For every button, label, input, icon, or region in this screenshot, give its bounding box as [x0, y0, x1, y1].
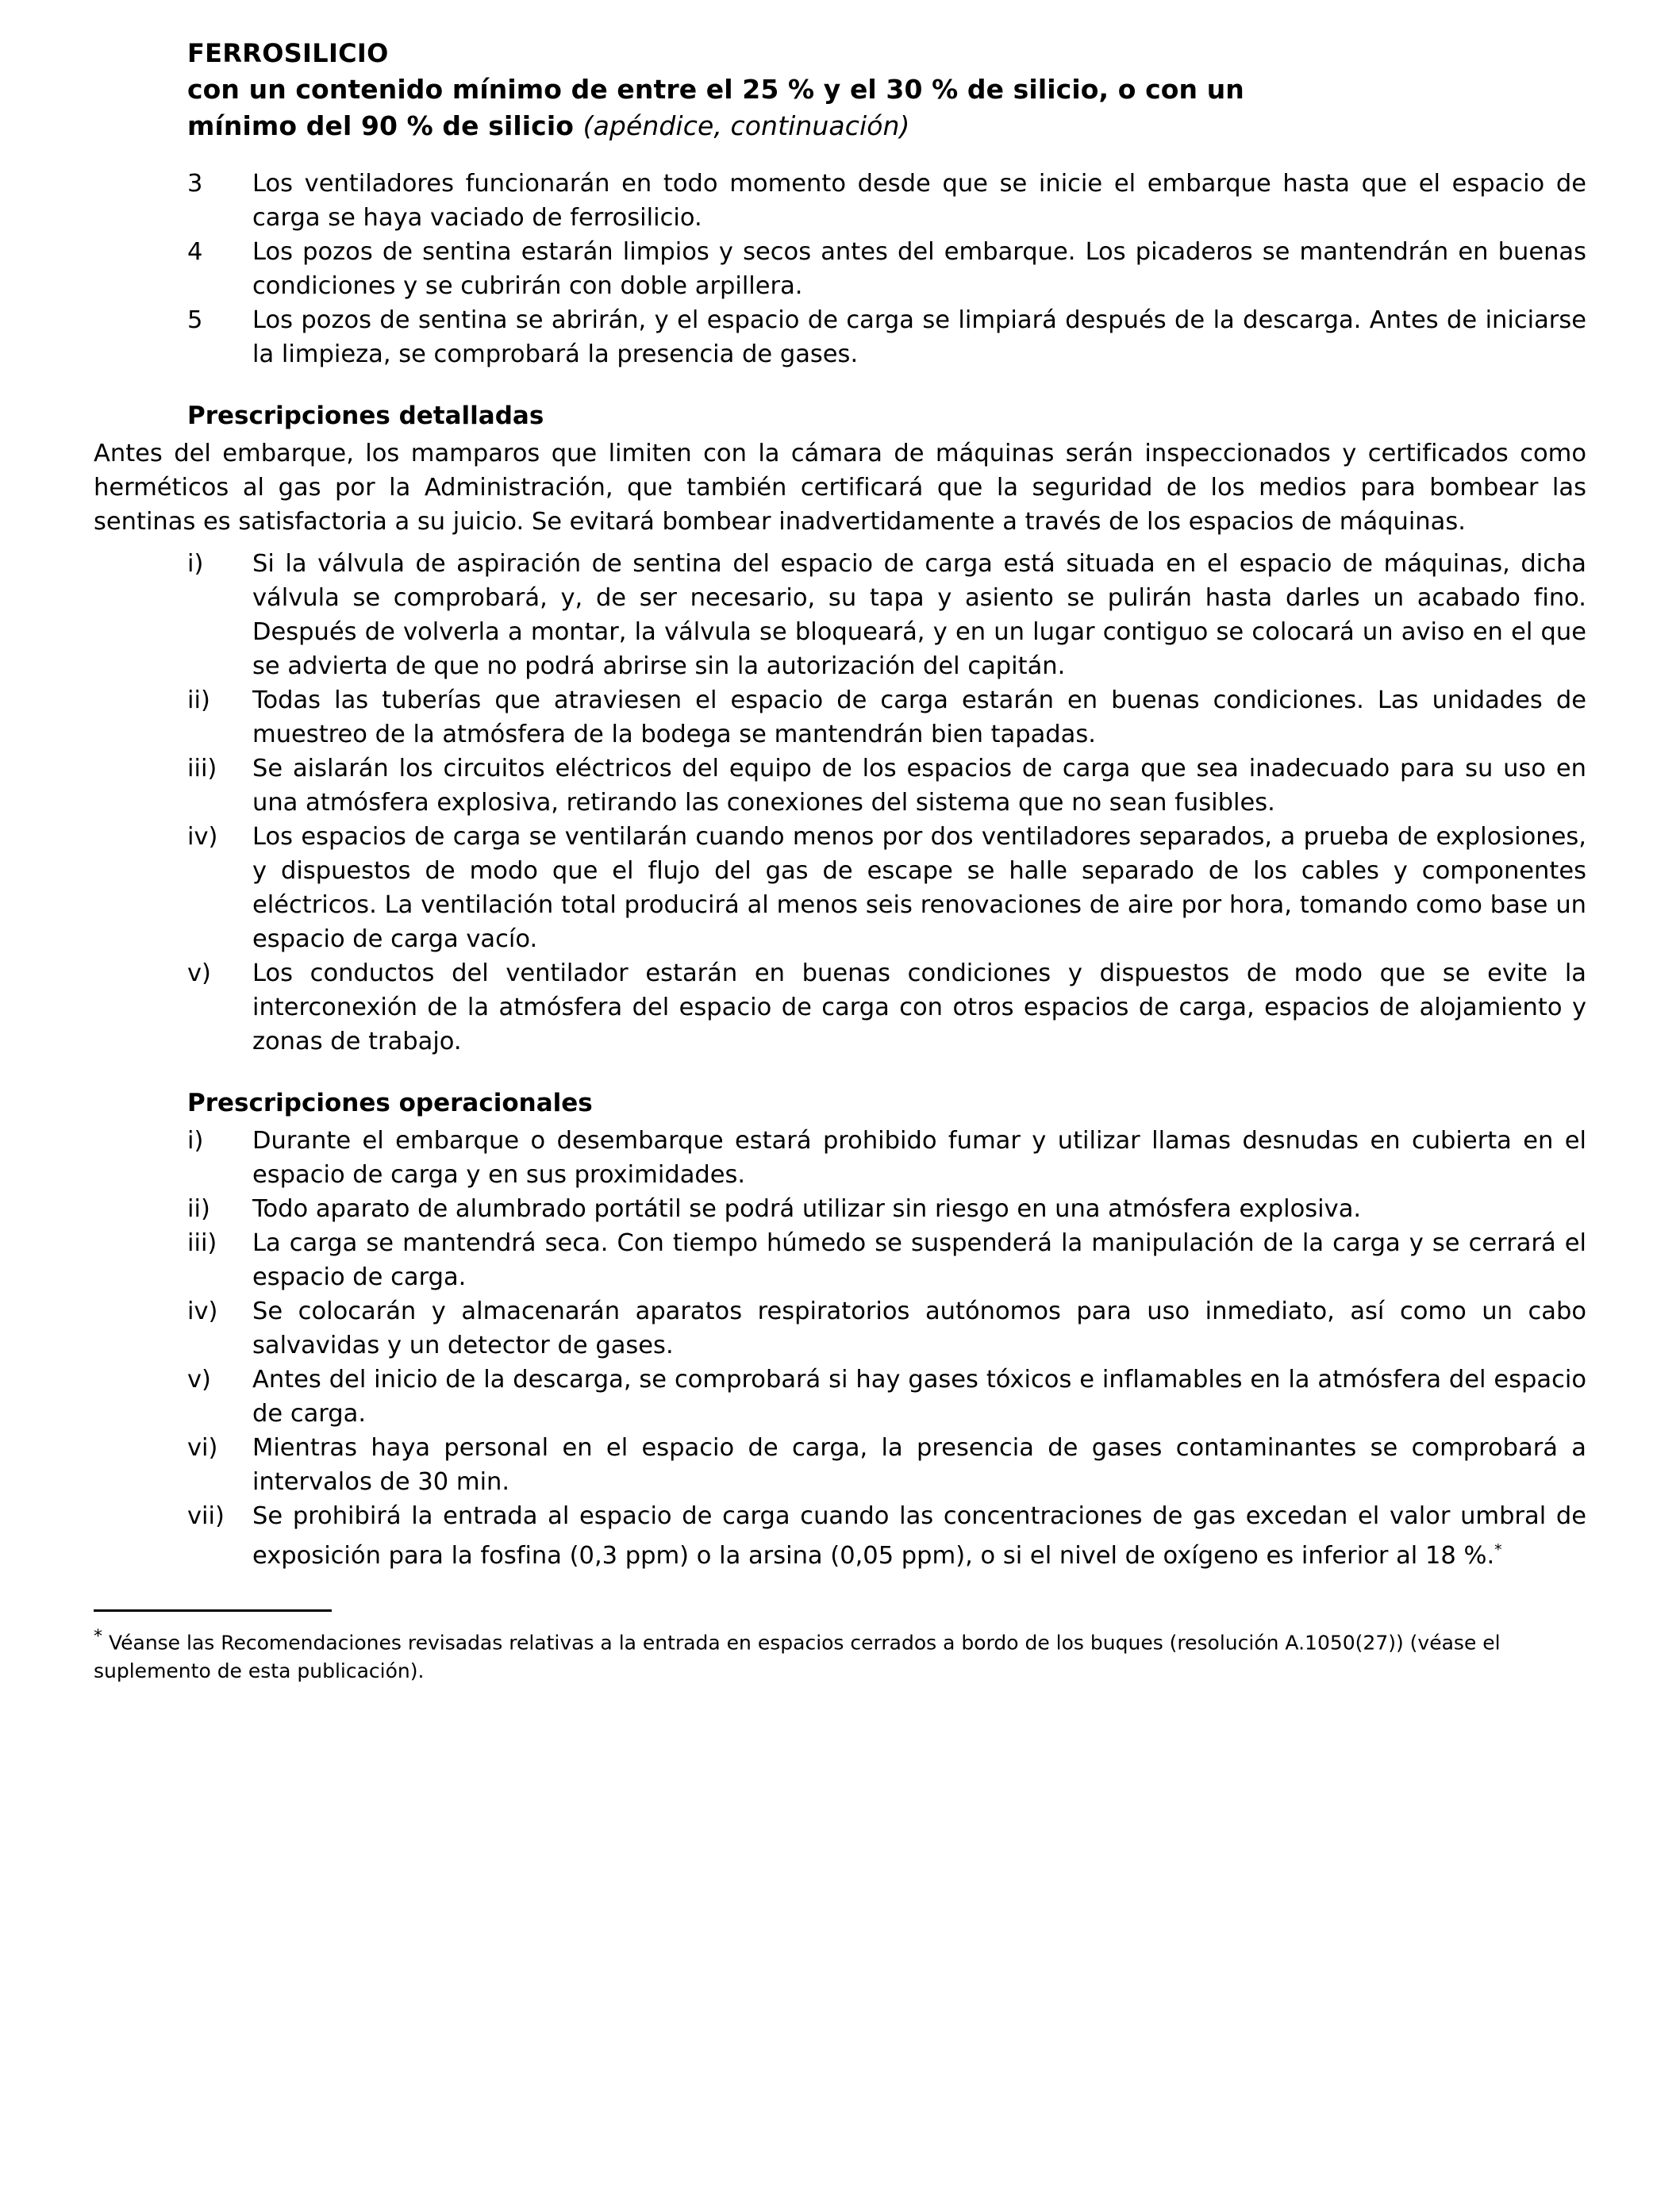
list-item-marker: i) [187, 550, 204, 578]
list-item [94, 1192, 1586, 1226]
list-item-marker: v) [187, 959, 211, 987]
title-line-2: con un contenido mínimo de entre el 25 % y el 30 % de silicio, o con un [187, 74, 1244, 105]
list-item [94, 1294, 1586, 1363]
list-item-marker: 5 [187, 306, 203, 334]
section-detailed-intro: Antes del embarque, los mamparos que limiten con la cámara de máquinas serán inspeccionados y certificados como herméticos al gas por la Administración, que también certificará que la seguridad de los medios para bombear las sentinas es satisfactoria a su juicio. Se evitará bombear inadvertidamente a través de los espacios de máquinas. [94, 440, 1586, 536]
list-item-marker: v) [187, 1366, 211, 1394]
list-item [94, 547, 1586, 683]
list-item-text: Los espacios de carga se ventilarán cuando menos por dos ventiladores separados, a prueba de explosiones, y dispuestos de modo que el flujo del gas de escape se halle separado de los cables y componentes eléctricos. La ventilación total producirá al menos seis renovaciones de aire por hora, tomando como base un espacio de carga vacío. [252, 823, 1586, 953]
list-item-text: Se colocarán y almacenarán aparatos respiratorios autónomos para uso inmediato, así como un cabo salvavidas y un detector de gases. [252, 1298, 1586, 1359]
list-item-marker: iii) [187, 755, 217, 782]
list-item-marker: ii) [187, 1195, 210, 1223]
detailed-list [94, 547, 1586, 1059]
list-item [94, 1124, 1586, 1192]
list-item-marker: i) [187, 1127, 204, 1155]
list-item [94, 235, 1586, 303]
footnote-reference-marker: * [1494, 1541, 1502, 1559]
list-item [94, 167, 1586, 235]
title-line-3 [187, 108, 1586, 144]
list-item [94, 1363, 1586, 1431]
operational-list [94, 1124, 1586, 1573]
list-item [94, 820, 1586, 956]
list-item-text: Todas las tuberías que atraviesen el espacio de carga estarán en buenas condiciones. Las unidades de muestreo de la atmósfera de la bodega se mantendrán bien tapadas. [252, 686, 1586, 748]
list-item-text: Durante el embarque o desembarque estará prohibido fumar y utilizar llamas desnudas en cubierta en el espacio de carga y en sus proximidades. [252, 1127, 1586, 1189]
list-item-text: Los pozos de sentina estarán limpios y secos antes del embarque. Los picaderos se mantendrán en buenas condiciones y se cubrirán con doble arpillera. [252, 238, 1586, 300]
footnote-block [94, 1609, 1586, 1686]
title-line-1: FERROSILICIO [187, 38, 389, 68]
list-item-marker: iv) [187, 1298, 218, 1325]
list-item-text: Los conductos del ventilador estarán en buenas condiciones y dispuestos de modo que se evite la interconexión de la atmósfera del espacio de carga con otros espacios de carga, espacios de alojamiento y zonas de trabajo. [252, 959, 1586, 1055]
list-item-text: Los ventiladores funcionarán en todo momento desde que se inicie el embarque hasta que el espacio de carga se haya vaciado de ferrosilicio. [252, 170, 1586, 232]
list-item [94, 752, 1586, 820]
footnote-text: Véanse las Recomendaciones revisadas relativas a la entrada en espacios cerrados a bordo de los buques (resolución A.1050(27)) (véase el suplemento de esta publicación). [94, 1631, 1501, 1683]
list-item-marker: 3 [187, 170, 203, 198]
list-item-text: Se prohibirá la entrada al espacio de carga cuando las concentraciones de gas excedan el valor umbral de exposición para la fosfina (0,3 ppm) o la arsina (0,05 ppm), o si el nivel de oxígeno es inferior al 18 %. [252, 1502, 1586, 1571]
list-item [94, 956, 1586, 1059]
list-item-text: Todo aparato de alumbrado portátil se podrá utilizar sin riesgo en una atmósfera explosiva. [252, 1195, 1362, 1223]
list-item-marker: vii) [187, 1502, 225, 1530]
list-item-text: Antes del inicio de la descarga, se comprobará si hay gases tóxicos e inflamables en la atmósfera del espacio de carga. [252, 1366, 1586, 1428]
page-title [94, 35, 1586, 144]
list-item-marker: vi) [187, 1434, 218, 1462]
list-item [94, 1499, 1586, 1573]
list-item-marker: iii) [187, 1229, 217, 1257]
section-heading-detailed: Prescripciones detalladas [187, 402, 544, 430]
list-item-text: Los pozos de sentina se abrirán, y el espacio de carga se limpiará después de la descarga. Antes de iniciarse la limpieza, se comprobará la presencia de gases. [252, 306, 1586, 368]
list-item-marker: 4 [187, 238, 203, 266]
list-item-text: Se aislarán los circuitos eléctricos del equipo de los espacios de carga que sea inadecuado para su uso en una atmósfera explosiva, retirando las conexiones del sistema que no sean fusibles. [252, 755, 1586, 817]
title-line-3-italic: (apéndice, continuación) [582, 110, 910, 141]
list-item [94, 303, 1586, 371]
list-item-text: Mientras haya personal en el espacio de carga, la presencia de gases contaminantes se comprobará a intervalos de 30 min. [252, 1434, 1586, 1496]
list-item-text: La carga se mantendrá seca. Con tiempo húmedo se suspenderá la manipulación de la carga y se cerrará el espacio de carga. [252, 1229, 1586, 1291]
list-item-marker: ii) [187, 686, 210, 714]
numbered-list [94, 167, 1586, 371]
list-item-marker: iv) [187, 823, 218, 851]
footnote-divider [94, 1609, 332, 1612]
list-item-text: Si la válvula de aspiración de sentina del espacio de carga está situada en el espacio de máquinas, dicha válvula se comprobará, y, de ser necesario, su tapa y asiento se pulirán hasta darles un acabado fino. Después de volverla a montar, la válvula se bloqueará, y en un lugar contiguo se colocará un aviso en el que se advierta de que no podrá abrirse sin la autorización del capitán. [252, 550, 1586, 680]
footnote-text-row [94, 1623, 1586, 1686]
list-item [94, 683, 1586, 752]
list-item-text-with-footnote [252, 1499, 1586, 1573]
list-item [94, 1431, 1586, 1499]
title-line-3-main: mínimo del 90 % de silicio [187, 110, 575, 141]
footnote-marker: * [94, 1627, 102, 1647]
section-heading-operational: Prescripciones operacionales [187, 1089, 593, 1117]
list-item [94, 1226, 1586, 1294]
